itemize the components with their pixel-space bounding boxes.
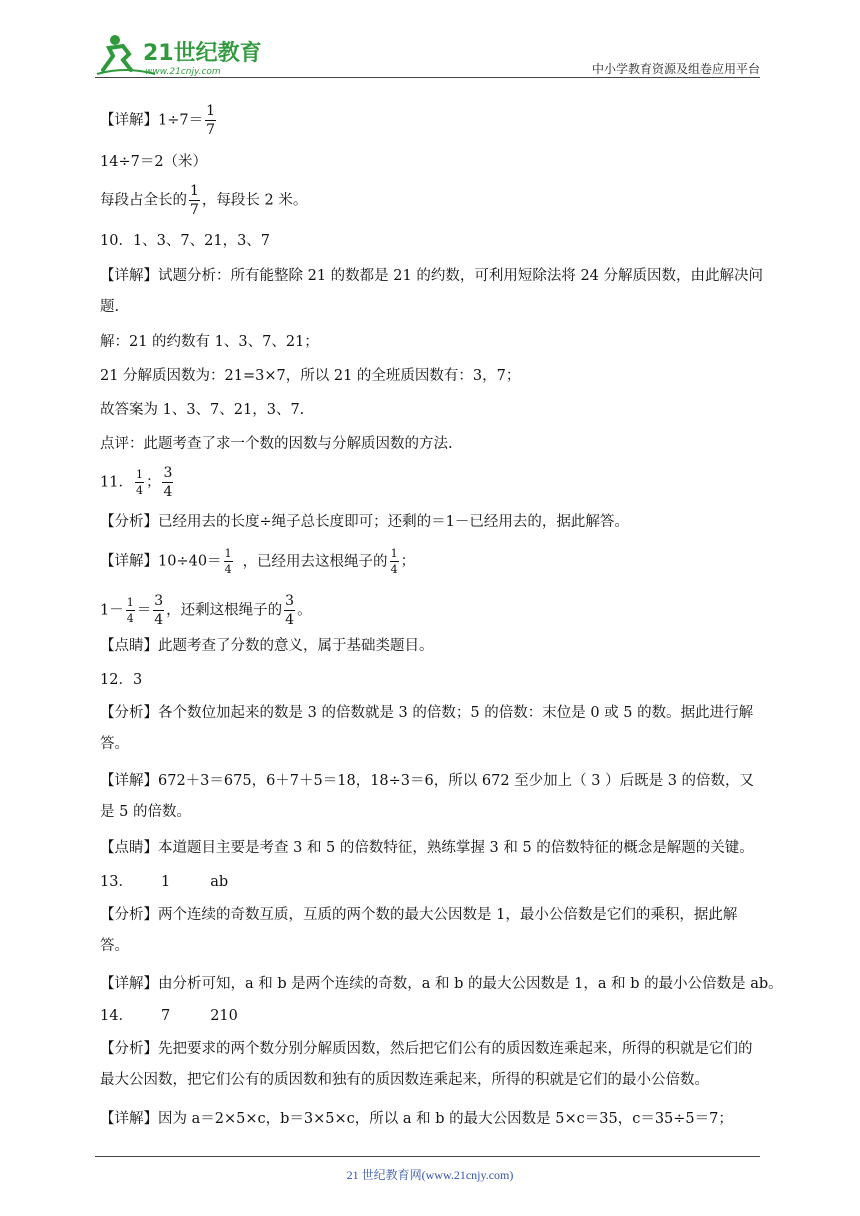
line-21: 【详解】由分析可知，a 和 b 是两个连续的奇数，a 和 b 的最大公因数是 1，a 和 b 的最小公倍数是 ab。 <box>100 976 783 992</box>
line-23: 【分析】先把要求的两个数分别分解质因数，然后把它们公有的质因数连乘起来，所得的积就是它们的最大公因数，把它们公有的质因数和独有的质因数连乘起来，所得的积就是它们的最小公倍数。 <box>100 1041 753 1088</box>
line-11: 【分析】已经用去的长度÷绳子总长度即可；还剩的＝1－已经用去的，据此解答。 <box>100 514 629 530</box>
fraction: $\frac{1}{4}$ <box>126 596 134 625</box>
fraction: $\frac{3}{4}$ <box>163 465 173 500</box>
line-18: 【点睛】本道题目主要是考查 3 和 5 的倍数特征，熟练掌握 3 和 5 的倍数特征的概念是解题的关键。 <box>100 840 754 856</box>
line-8: 故答案为 1、3、7、21，3、7. <box>100 402 305 418</box>
answer: 210 <box>210 1008 238 1024</box>
line-13 <box>100 594 312 627</box>
fraction: $\frac{1}{4}$ <box>224 547 232 576</box>
page-header <box>95 30 760 78</box>
line-1 <box>100 104 218 137</box>
fraction: $\frac{1}{4}$ <box>390 547 398 576</box>
line-15: 12．3 <box>100 672 143 688</box>
line-9: 点评：此题考查了求一个数的因数与分解质因数的方法. <box>100 436 453 452</box>
header-divider <box>95 77 760 78</box>
fraction: $\frac{3}{4}$ <box>154 593 164 628</box>
line-4: 10．1、3、7、21，3、7 <box>100 233 271 249</box>
fraction: $\frac{1}{7}$ <box>206 103 216 138</box>
line-2: 14÷7＝2（米） <box>100 154 208 170</box>
line-24: 【详解】因为 a＝2×5×c，b＝3×5×c，所以 a 和 b 的最大公因数是 5×c＝35，c＝35÷5＝7； <box>100 1111 733 1127</box>
answer: 7 <box>160 1008 171 1024</box>
text: ； <box>400 553 416 570</box>
text: ，还剩这根绳子的 <box>166 602 283 619</box>
text: 【详解】1÷7＝ <box>100 112 204 129</box>
logo-runner-icon <box>95 30 265 78</box>
footer-divider <box>95 1156 760 1157</box>
fraction: $\frac{1}{4}$ <box>135 468 143 497</box>
text: 。 <box>297 602 312 619</box>
text: 每段占全长的 <box>100 192 187 209</box>
text: ； <box>145 474 161 491</box>
answer: 1 <box>160 874 171 890</box>
line-10 <box>100 466 175 499</box>
line-5: 【详解】试题分析：所有能整除 21 的数都是 21 的约数，可利用短除法将 24 分解质因数，由此解决问题. <box>100 268 764 315</box>
line-14: 【点睛】此题考查了分数的意义，属于基础类题目。 <box>100 638 434 654</box>
text: ，每段长 2 米。 <box>201 192 308 209</box>
line-12 <box>100 548 415 575</box>
answer: ab <box>210 874 229 890</box>
question-number: 11． <box>100 474 133 491</box>
fraction: $\frac{1}{7}$ <box>190 183 199 218</box>
line-17: 【详解】672＋3＝675，6＋7＋5＝18，18÷3＝6，所以 672 至少加上（ 3 ）后既是 3 的倍数，又是 5 的倍数。 <box>100 773 755 820</box>
text: ，已经用去这根绳子的 <box>242 553 388 570</box>
line-16: 【分析】各个数位加起来的数是 3 的倍数就是 3 的倍数；5 的倍数：末位是 0 或 5 的数。据此进行解答。 <box>100 705 754 752</box>
question-number: 13． <box>100 874 133 890</box>
logo-url: www.21cnjy.com <box>145 67 221 77</box>
line-3 <box>100 184 307 217</box>
line-7: 21 分解质因数为：21=3×7，所以 21 的全班质因数有：3，7； <box>100 368 521 384</box>
line-22 <box>100 1006 238 1026</box>
fraction: $\frac{3}{4}$ <box>285 593 295 628</box>
line-19 <box>100 872 228 892</box>
line-20: 【分析】两个连续的奇数互质，互质的两个数的最大公因数是 1，最小公倍数是它们的乘积，据此解答。 <box>100 907 738 954</box>
text: ＝ <box>136 602 152 619</box>
logo-text: 21世纪教育 <box>143 41 262 66</box>
question-number: 14． <box>100 1008 133 1024</box>
text: 1－ <box>100 602 124 619</box>
text: 【详解】10÷40＝ <box>100 553 222 570</box>
site-name: 中小学教育资源及组卷应用平台 <box>591 62 760 76</box>
line-6: 解：21 的约数有 1、3、7、21； <box>100 334 319 350</box>
footer-text: 21 世纪教育网(www.21cnjy.com) <box>346 1168 514 1182</box>
